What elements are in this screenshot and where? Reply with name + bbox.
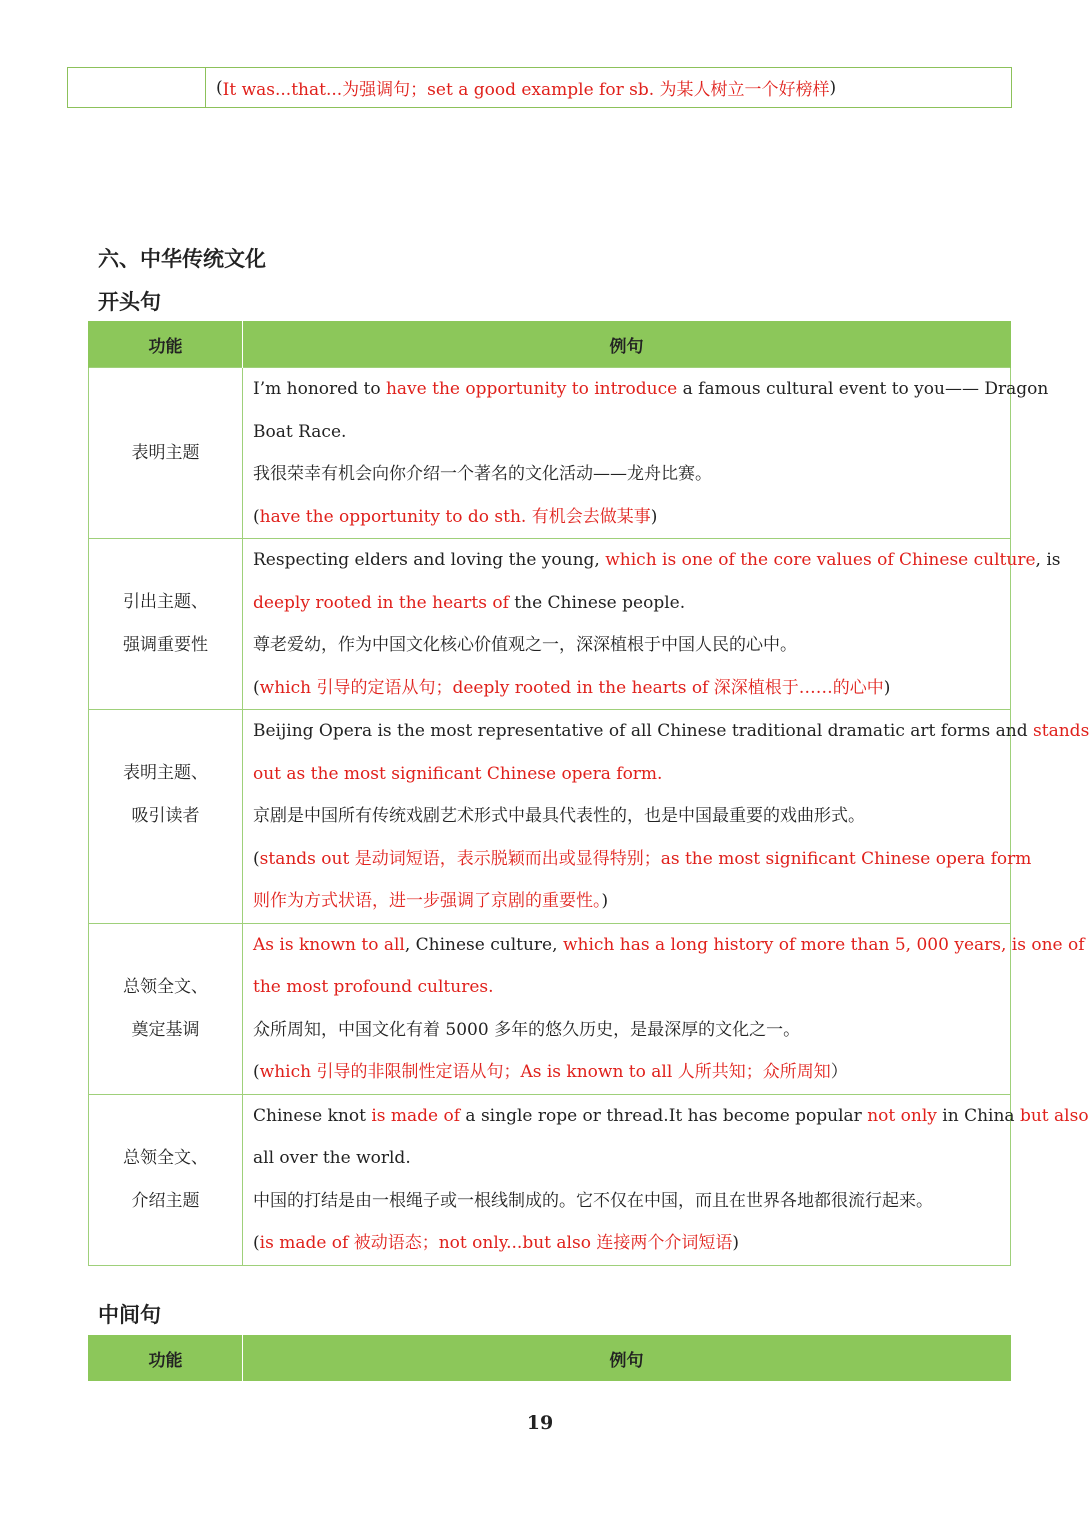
highlight-run: stands xyxy=(1033,721,1089,741)
top-table-note-cell xyxy=(206,68,1011,107)
top-table-empty-cell xyxy=(68,68,206,107)
text-line xyxy=(253,924,1085,967)
function-cell xyxy=(89,539,243,710)
translation-text: 众所周知，中国文化有着 5000 多年的悠久历史，是最深厚的文化之一。 xyxy=(253,1019,801,1040)
text-run: ) xyxy=(732,1233,739,1253)
highlight-run: is made of 被动语态；not only...but also 连接两个介词短语 xyxy=(259,1233,733,1253)
text-run: a single rope or thread.It has become popular xyxy=(460,1105,868,1126)
text-run: ) xyxy=(601,891,609,911)
text-run: I’m honored to xyxy=(253,379,386,399)
text-run: a famous cultural event to you—— Dragon xyxy=(677,379,1049,399)
example-cell xyxy=(243,368,1049,539)
top-note-close: ) xyxy=(829,77,837,98)
translation-text: 京剧是中国所有传统戏剧艺术形式中最具代表性的，也是中国最重要的戏曲形式。 xyxy=(253,806,865,826)
col-function-header: 功能 xyxy=(89,321,243,368)
function-label: 表明主题、 xyxy=(123,762,208,783)
function-label: 强调重要性 xyxy=(123,635,208,655)
middle-heading: 中间句 xyxy=(98,1303,161,1327)
text-run: ( xyxy=(253,1233,260,1253)
text-run: ( xyxy=(253,848,260,869)
text-line xyxy=(253,880,1002,923)
function-label: 总领全文、 xyxy=(123,1147,208,1168)
text-line xyxy=(253,368,1049,411)
page-number: 19 xyxy=(526,1412,554,1434)
text-run: in China xyxy=(936,1105,1020,1126)
function-label: 总领全文、 xyxy=(123,976,208,997)
text-run: Boat Race. xyxy=(253,421,347,442)
text-line xyxy=(253,496,1002,539)
section-title: 六、中华传统文化 xyxy=(98,247,266,271)
highlight-run: have the opportunity to do sth. 有机会去做某事 xyxy=(259,506,651,527)
highlight-run: which 引导的非限制性定语从句；As is known to all 人所共知；众所周知 xyxy=(259,1062,831,1082)
function-cell xyxy=(89,1094,243,1265)
highlight-run: stands out 是动词短语，表示脱颖而出或显得特别；as the most significant Chinese opera form xyxy=(259,848,1032,869)
text-line xyxy=(253,1095,1089,1138)
highlight-run: but also xyxy=(1019,1105,1089,1126)
text-run: , Chinese culture, xyxy=(404,934,563,955)
opening-sentences-table xyxy=(88,321,1089,1266)
text-line xyxy=(253,1009,1002,1052)
highlight-run: which is one of the core values of Chinese culture xyxy=(605,550,1036,570)
text-run: ( xyxy=(253,506,260,527)
text-line xyxy=(253,539,1061,582)
function-cell xyxy=(89,923,243,1094)
highlight-run: the most profound cultures. xyxy=(253,977,494,997)
table-row xyxy=(89,1094,1011,1265)
table-row xyxy=(89,539,1011,710)
function-cell xyxy=(89,368,243,539)
function-label: 奠定基调 xyxy=(131,1019,200,1040)
text-run: Beijing Opera is the most representative of all Chinese traditional dramatic art forms and xyxy=(253,721,1034,741)
col-example-header: 例句 xyxy=(243,321,1011,368)
col-example-header: 例句 xyxy=(243,1335,1011,1381)
text-run: ) xyxy=(883,677,891,698)
text-line xyxy=(253,1222,1002,1265)
highlight-run: not only xyxy=(867,1105,937,1126)
text-line xyxy=(253,966,1002,1009)
text-run: all over the world. xyxy=(253,1148,411,1168)
text-run: the Chinese people. xyxy=(508,592,686,613)
example-cell xyxy=(243,1094,1089,1265)
text-run: ( xyxy=(253,1062,260,1082)
table-row xyxy=(89,923,1011,1094)
text-line xyxy=(253,411,1002,454)
highlight-run: is made of xyxy=(371,1105,461,1126)
translation-text: 尊老爱幼，作为中国文化核心价值观之一，深深植根于中国人民的心中。 xyxy=(253,635,797,655)
text-line xyxy=(253,838,1032,881)
highlight-run: which 引导的定语从句；deeply rooted in the hearts of 深深植根于……的心中 xyxy=(259,677,884,698)
middle-sentences-table xyxy=(88,1335,1011,1381)
function-label: 吸引读者 xyxy=(131,805,200,826)
opening-heading: 开头句 xyxy=(98,290,161,314)
table-row xyxy=(89,710,1011,924)
text-line xyxy=(253,1051,1002,1094)
text-run: ) xyxy=(650,506,658,527)
highlight-run: 则作为方式状语，进一步强调了京剧的重要性。 xyxy=(253,891,602,911)
highlight-run: deeply rooted in the hearts of xyxy=(253,592,509,613)
highlight-run: As is known to all xyxy=(253,934,405,955)
text-line xyxy=(253,1180,1002,1223)
example-cell xyxy=(243,710,1089,924)
text-line xyxy=(253,453,1002,496)
text-run: , is xyxy=(1035,550,1061,570)
function-cell xyxy=(89,710,243,924)
text-line xyxy=(253,795,1002,838)
highlight-run: which has a long history of more than 5, 000 years, is one of xyxy=(562,934,1085,955)
top-note-text: It was...that...为强调句；set a good example for sb. 为某人树立一个好榜样 xyxy=(222,80,830,100)
text-line xyxy=(253,753,1002,796)
col-function-header: 功能 xyxy=(89,1335,243,1381)
highlight-run: out as the most significant Chinese opera form. xyxy=(253,763,663,784)
top-table-fragment xyxy=(67,67,1012,108)
top-note-open: ( xyxy=(216,77,223,98)
table-header-row xyxy=(89,1335,1011,1381)
text-line xyxy=(253,582,1002,625)
example-cell xyxy=(243,923,1085,1094)
text-run: Chinese knot xyxy=(253,1105,372,1126)
text-line xyxy=(253,1137,1002,1180)
text-line xyxy=(253,710,1089,753)
table-row xyxy=(89,368,1011,539)
translation-text: 中国的打结是由一根绳子或一根线制成的。它不仅在中国，而且在世界各地都很流行起来。 xyxy=(253,1190,933,1211)
text-run: Respecting elders and loving the young, xyxy=(253,550,606,570)
function-label: 表明主题 xyxy=(131,442,200,463)
function-label: 引出主题、 xyxy=(123,592,208,612)
text-line xyxy=(253,624,1002,667)
highlight-run: have the opportunity to introduce xyxy=(385,379,678,399)
text-run: ( xyxy=(253,677,260,698)
table-header-row xyxy=(89,321,1011,368)
text-run: ） xyxy=(830,1062,848,1082)
translation-text: 我很荣幸有机会向你介绍一个著名的文化活动——龙舟比赛。 xyxy=(253,464,712,484)
function-label: 介绍主题 xyxy=(131,1190,200,1211)
text-line xyxy=(253,667,1002,710)
example-cell xyxy=(243,539,1061,710)
